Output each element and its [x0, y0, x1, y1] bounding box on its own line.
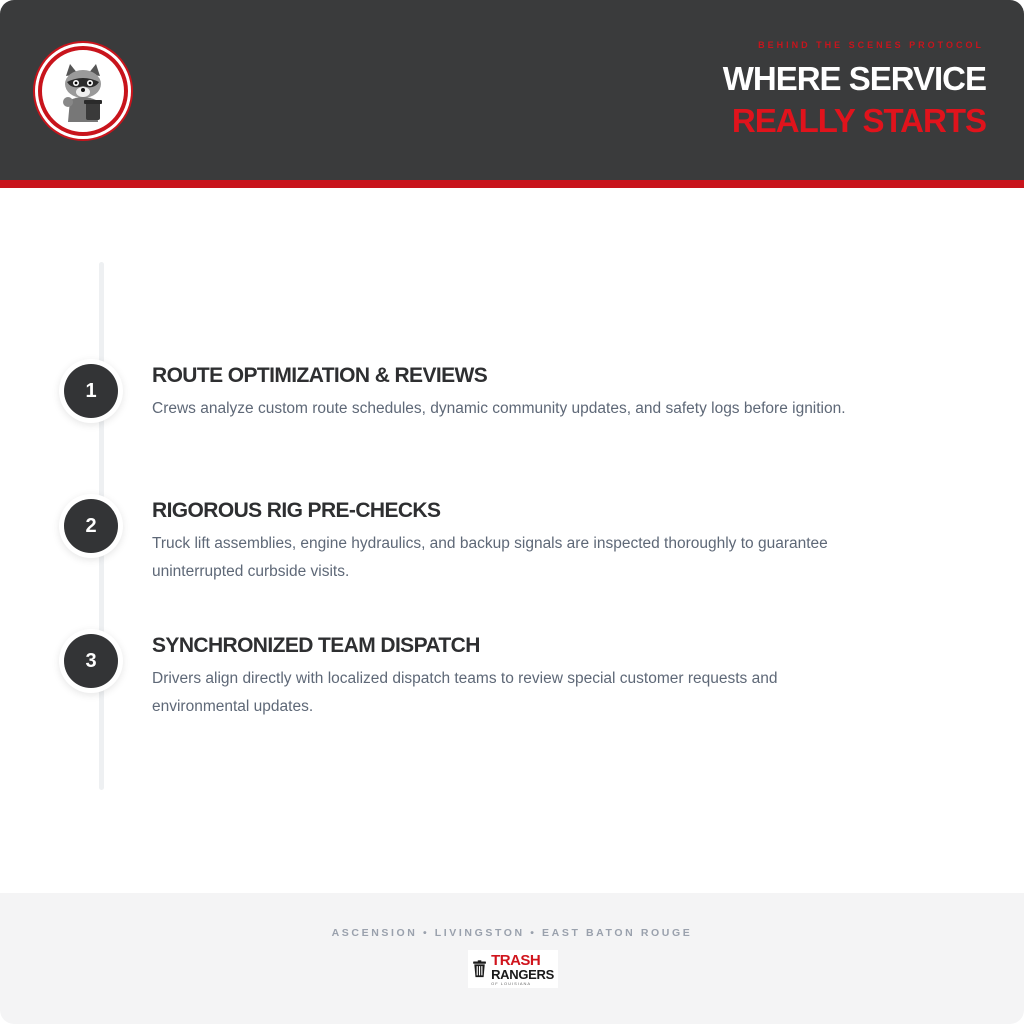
step-number-badge: 1 — [64, 364, 118, 418]
page-title-line1: WHERE SERVICE — [722, 60, 986, 97]
header-banner — [0, 0, 1024, 180]
trash-can-icon — [472, 954, 487, 984]
logo-text-rangers: RANGERS — [491, 966, 554, 982]
service-regions: ASCENSION • LIVINGSTON • EAST BATON ROUGE — [331, 927, 693, 939]
header-accent-stripe — [0, 180, 1024, 188]
step-number-badge: 2 — [64, 499, 118, 553]
step-title: RIGOROUS RIG PRE-CHECKS — [152, 499, 441, 522]
brand-logo — [468, 950, 558, 988]
step-description: Drivers align directly with localized dispatch teams to review special customer requests and environmental updates. — [152, 670, 778, 715]
step-number-badge: 3 — [64, 634, 118, 688]
eyebrow-text: BEHIND THE SCENES PROTOCOL — [758, 40, 984, 50]
step-description: Crews analyze custom route schedules, dynamic community updates, and safety logs before ignition. — [152, 400, 846, 417]
raccoon-mascot-icon — [38, 46, 128, 136]
logo-text-trash: TRASH — [491, 951, 541, 969]
step-title: ROUTE OPTIMIZATION & REVIEWS — [152, 364, 488, 387]
footer — [0, 893, 1024, 1024]
logo-text-sub: OF LOUISIANA — [491, 980, 532, 986]
step-title: SYNCHRONIZED TEAM DISPATCH — [152, 634, 480, 657]
step-description: Truck lift assemblies, engine hydraulics, and backup signals are inspected thoroughly to guarantee uninterrupted curbside visits. — [152, 535, 828, 580]
page-title-line2: REALLY STARTS — [731, 102, 986, 139]
